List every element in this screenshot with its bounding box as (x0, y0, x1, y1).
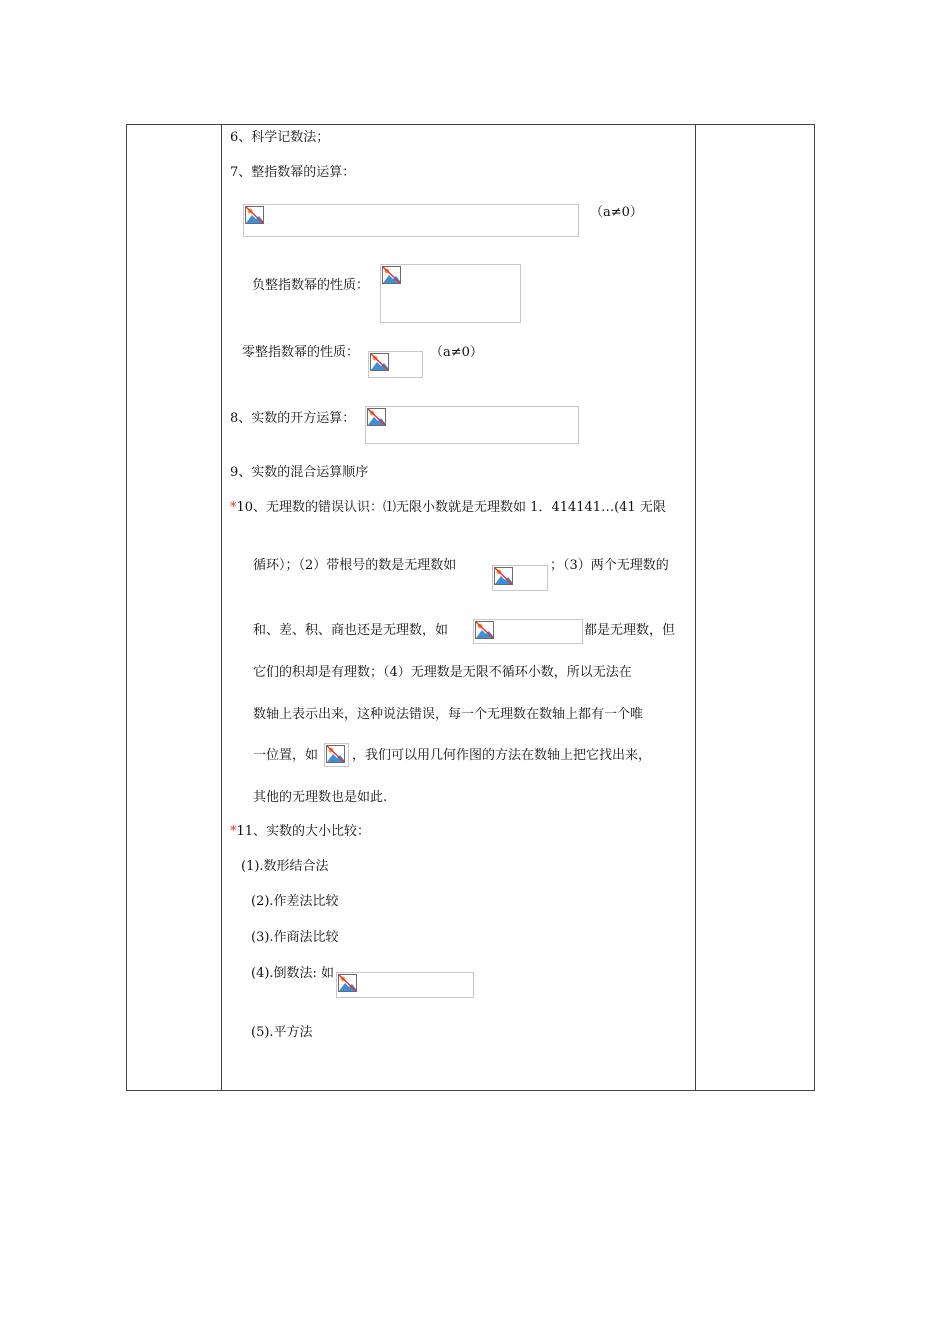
formula-image (473, 619, 583, 644)
broken-image-icon (245, 206, 264, 224)
method-4: (4).倒数法: 如 (251, 966, 335, 981)
negative-exponent-label: 负整指数幂的性质： (252, 278, 370, 293)
broken-image-icon (475, 621, 494, 639)
zero-exponent-label: 零整指数幂的性质： (242, 345, 360, 360)
broken-image-icon (367, 408, 386, 426)
star-mark: * (230, 824, 237, 839)
formula-image (492, 565, 548, 591)
method-5: (5).平方法 (251, 1025, 313, 1040)
broken-image-icon (382, 266, 401, 284)
item-6: 6、科学记数法； (230, 130, 330, 145)
formula-image (368, 351, 423, 378)
formula-image (243, 204, 579, 237)
broken-image-icon (370, 353, 389, 371)
method-2: (2).作差法比较 (251, 894, 339, 909)
broken-image-icon (338, 974, 357, 992)
method-1: (1).数形结合法 (241, 859, 329, 874)
broken-image-icon (494, 567, 513, 585)
formula-image (380, 264, 521, 323)
condition: （a≠0） (430, 345, 483, 360)
method-3: (3).作商法比较 (251, 930, 339, 945)
item-10-text: 10、无理数的错误认识：⑴无限小数就是无理数如 1．414141…(41 无限 (236, 500, 666, 515)
item-10-line: 一位置，如 (253, 748, 319, 763)
item-8: 8、实数的开方运算： (230, 411, 356, 426)
item-10-line: 和、差、积、商也还是无理数，如 (253, 623, 449, 638)
column-divider (221, 125, 222, 1090)
item-10-line: 它们的积却是有理数；（4）无理数是无限不循环小数，所以无法在 (253, 665, 632, 680)
item-11-text: 11、实数的大小比较： (236, 824, 371, 839)
star-mark: * (230, 500, 237, 515)
column-divider (695, 125, 696, 1090)
item-10 (230, 500, 666, 516)
item-10-line: ；（3）两个无理数的 (550, 558, 669, 573)
item-10-line: 循环）；（2）带根号的数是无理数如 (253, 558, 457, 573)
item-10-line: 都是无理数，但 (584, 623, 676, 638)
formula-image (336, 972, 474, 998)
formula-image (324, 743, 349, 767)
item-10-line: ，我们可以用几何作图的方法在数轴上把它找出来， (352, 748, 652, 763)
condition: （a≠0） (590, 205, 643, 220)
item-7: 7、整指数幂的运算： (230, 165, 356, 180)
formula-image (365, 406, 579, 444)
broken-image-icon (326, 745, 345, 763)
item-11 (230, 824, 370, 840)
item-10-line: 数轴上表示出来，这种说法错误，每一个无理数在数轴上都有一个唯 (253, 707, 644, 722)
item-9: 9、实数的混合运算顺序 (230, 465, 369, 480)
item-10-line: 其他的无理数也是如此. (253, 790, 388, 805)
